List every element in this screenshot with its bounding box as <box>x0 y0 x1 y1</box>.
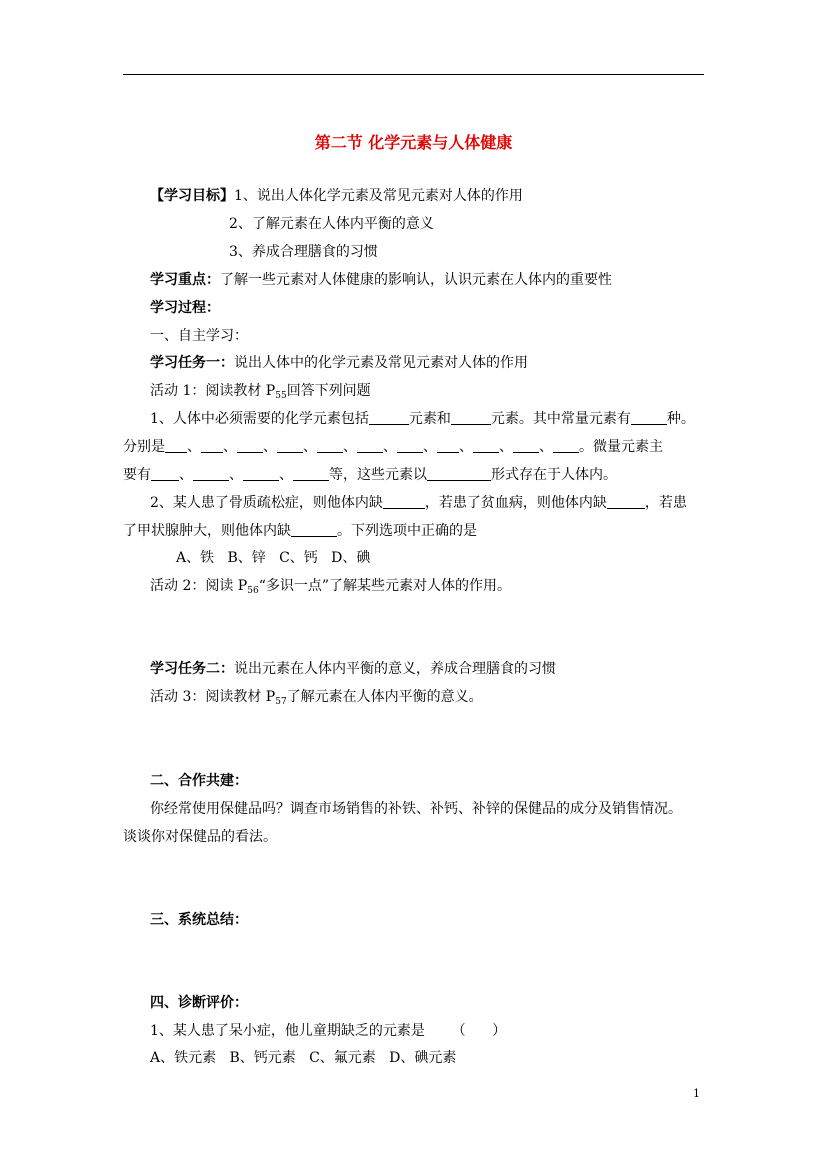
section3-heading: 三、系统总结： <box>150 912 248 928</box>
q2-line2-prefix: 了甲状腺肿大，则他体内缺 <box>123 523 291 539</box>
activity3-prefix: 活动 3：阅读教材 P <box>150 689 276 705</box>
answer-blank[interactable] <box>201 440 223 453</box>
objective-item-1: 1、说出人体化学元素及常见元素对人体的作用 <box>234 188 523 204</box>
activity3-page: 57 <box>275 697 287 707</box>
answer-blank[interactable] <box>451 412 491 425</box>
answer-blank[interactable] <box>631 412 667 425</box>
section4-question-1: 1、某人患了呆小症，他儿童期缺乏的元素是 （ ） <box>150 1023 507 1039</box>
separator: 、 <box>343 439 357 455</box>
q1-text-a: 1、人体中必须需要的化学元素包括 <box>150 411 369 427</box>
page-number: 1 <box>693 1087 700 1100</box>
objectives-label: 【学习目标】 <box>150 188 234 204</box>
q2-line-2 <box>123 521 477 541</box>
activity3 <box>150 687 483 712</box>
section4-heading: 四、诊断评价： <box>150 995 248 1011</box>
task1 <box>150 353 528 373</box>
answer-blank[interactable] <box>553 440 579 453</box>
q1-line-1 <box>150 409 695 429</box>
answer-blank[interactable] <box>513 440 539 453</box>
q1-line2-prefix: 分别是 <box>123 439 165 455</box>
header-rule <box>123 74 704 75</box>
objectives-line-1 <box>150 186 523 206</box>
objective-item-2: 2、了解元素在人体内平衡的意义 <box>229 216 434 232</box>
answer-blank[interactable] <box>293 468 329 481</box>
separator: 、 <box>263 439 277 455</box>
key-points-label: 学习重点： <box>150 272 220 288</box>
separator: 、 <box>279 467 293 483</box>
q1-text-d: 种。 <box>666 411 695 427</box>
answer-blank[interactable] <box>317 440 343 453</box>
answer-blank[interactable] <box>243 468 279 481</box>
q1-text-c: 元素。其中常量元素有 <box>490 411 631 427</box>
process-label: 学习过程： <box>150 300 220 316</box>
q1-line2-suffix: 。微量元素主 <box>579 439 663 455</box>
section1-heading: 一、自主学习： <box>150 328 248 344</box>
q1-line3-suffix: 形式存在于人体内。 <box>491 467 617 483</box>
section4-options: A、铁元素 B、钙元素 C、氟元素 D、碘元素 <box>150 1050 457 1066</box>
key-points-text: 了解一些元素对人体健康的影响认，认识元素在人体内的重要性 <box>220 272 612 288</box>
task2-label: 学习任务二： <box>150 661 234 677</box>
activity1 <box>150 381 371 406</box>
answer-blank[interactable] <box>437 440 459 453</box>
task2 <box>150 659 556 679</box>
separator: 、 <box>303 439 317 455</box>
separator: 、 <box>179 467 193 483</box>
q1-line3-prefix: 要有 <box>123 467 151 483</box>
section2-line-2: 谈谈你对保健品的看法。 <box>123 829 277 845</box>
separator: 、 <box>423 439 437 455</box>
answer-blank[interactable] <box>357 440 383 453</box>
q1-line-2 <box>123 437 663 457</box>
section2-line-1: 你经常使用保健品吗？调查市场销售的补铁、补钙、补锌的保健品的成分及销售情况。 <box>150 801 682 817</box>
answer-blank[interactable] <box>277 440 303 453</box>
q2-line-1 <box>150 493 687 513</box>
answer-blank[interactable] <box>427 468 491 481</box>
q1-line3-mid: 等，这些元素以 <box>329 467 427 483</box>
answer-blank[interactable] <box>291 524 337 537</box>
q1-line-3 <box>123 465 617 485</box>
separator: 、 <box>223 439 237 455</box>
activity1-page: 55 <box>275 391 287 401</box>
answer-blank[interactable] <box>369 412 409 425</box>
answer-blank[interactable] <box>473 440 499 453</box>
answer-blank[interactable] <box>193 468 229 481</box>
q2-options: A、铁 B、锌 C、钙 D、碘 <box>176 550 371 566</box>
separator: 、 <box>229 467 243 483</box>
answer-blank[interactable] <box>165 440 187 453</box>
objective-item-3: 3、养成合理膳食的习惯 <box>229 244 378 260</box>
q1-text-b: 元素和 <box>408 411 451 427</box>
activity1-suffix: 回答下列问题 <box>286 383 371 399</box>
answer-blank[interactable] <box>237 440 263 453</box>
activity1-prefix: 活动 1：阅读教材 P <box>150 383 276 399</box>
section2-heading: 二、合作共建： <box>150 773 248 789</box>
separator: 、 <box>383 439 397 455</box>
task2-text: 说出元素在人体内平衡的意义，养成合理膳食的习惯 <box>234 661 556 677</box>
q2-line2-suffix: 。下列选项中正确的是 <box>337 523 477 539</box>
document-title: 第二节 化学元素与人体健康 <box>314 133 513 152</box>
key-points <box>150 270 612 290</box>
separator: 、 <box>459 439 473 455</box>
activity2 <box>150 576 511 601</box>
task1-text: 说出人体中的化学元素及常见元素对人体的作用 <box>234 355 528 371</box>
q2-text-c: ，若患 <box>644 495 687 511</box>
q2-text-b: ，若患了贫血病，则他体内缺 <box>424 495 607 511</box>
answer-blank[interactable] <box>151 468 179 481</box>
answer-blank[interactable] <box>607 496 645 509</box>
q2-text-a: 2、某人患了骨质疏松症，则他体内缺 <box>150 495 383 511</box>
answer-blank[interactable] <box>383 496 425 509</box>
answer-blank[interactable] <box>397 440 423 453</box>
task1-label: 学习任务一： <box>150 355 234 371</box>
activity2-prefix: 活动 2：阅读 P <box>150 578 248 594</box>
separator: 、 <box>499 439 513 455</box>
separator: 、 <box>187 439 201 455</box>
activity2-suffix: “多识一点”了解某些元素对人体的作用。 <box>258 578 512 594</box>
activity3-suffix: 了解元素在人体内平衡的意义。 <box>286 689 483 705</box>
separator: 、 <box>539 439 553 455</box>
activity2-page: 56 <box>247 586 259 596</box>
